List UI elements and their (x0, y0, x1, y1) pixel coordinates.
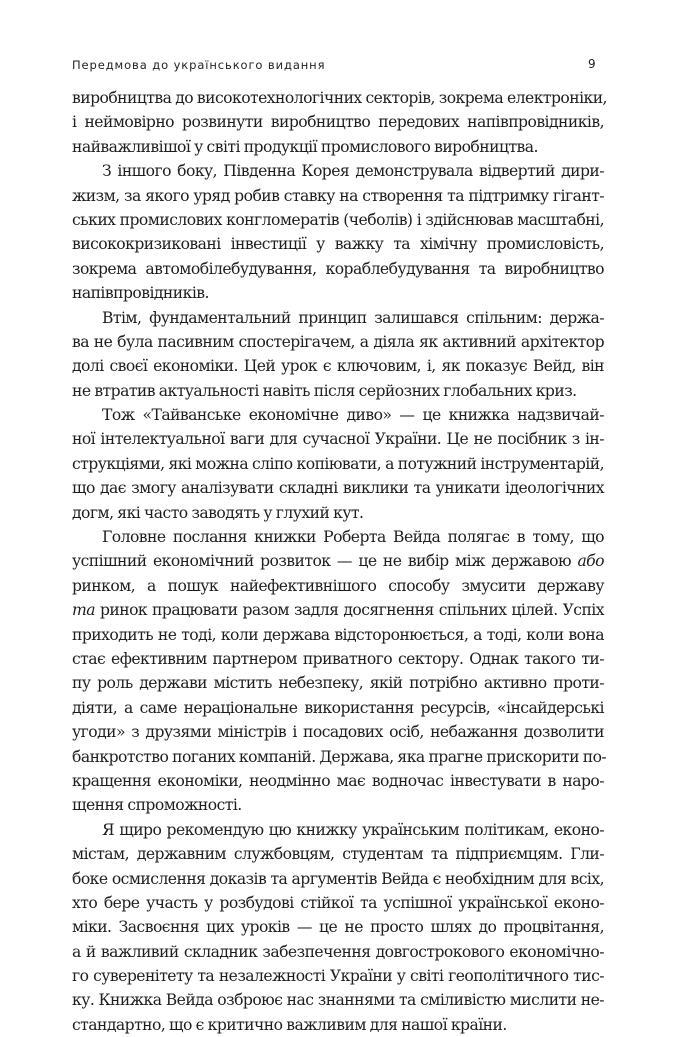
text-line: напівпровідників. (72, 284, 209, 303)
page-number: 9 (588, 57, 596, 71)
text-line: не втратив актуальності навіть після серйозних глобальних криз. (72, 381, 577, 400)
text-line: міки. Засвоєння цих уроків — це не просто шлях до процвітання, (72, 918, 604, 937)
text-line: що дає змогу аналізувати складні виклики та уникати ідеологічних (72, 479, 604, 498)
text-line: а й важливий складник забезпечення довгострокового економічно- (72, 942, 604, 961)
running-header: Передмова до українського видання (72, 58, 326, 72)
text-line: щення спроможності. (72, 796, 242, 815)
paragraph-start-line: Головне послання книжки Роберта Вейда полягає в тому, що (102, 528, 604, 547)
text-line: і неймовірно розвинути виробництво передових напівпровідників, (72, 113, 604, 132)
text-line: діяти, а саме нераціональне використання ресурсів, «інсайдерські (72, 698, 604, 717)
text-line: найважливішої у світі продукції промислового виробництва. (72, 137, 538, 156)
paragraph-start-line: З іншого боку, Південна Корея демонструвала відвертий дири- (102, 162, 604, 181)
text-segment: успішний економічний розвиток — це не вибір між державою (72, 552, 572, 571)
text-line: ринком, а пошук найефективнішого способу змусити державу (72, 576, 604, 595)
text-line: містам, державним службовцям, студентам та підприємцям. Гли- (72, 845, 604, 864)
text-line: зокрема автомобілебудування, кораблебудування та виробництво (72, 259, 604, 278)
text-line: ної інтелектуальної ваги для сучасної України. Це не посібник з ін- (72, 430, 604, 449)
text-line: струкціями, які можна сліпо копіювати, а потужний інструментарій, (72, 454, 604, 473)
paragraph-start-line: Я щиро рекомендую цю книжку українським політикам, еконо- (102, 820, 604, 839)
text-line: висококризиковані інвестиції у важку та хімічну промисловість, (72, 235, 604, 254)
italic-word: або (577, 552, 604, 571)
body-text (72, 86, 607, 1037)
text-line (72, 598, 604, 622)
text-line: хто бере участь у розбудові стійкої та успішної української еконо- (72, 893, 604, 912)
text-line: приходить не тоді, коли держава відсторонюється, а тоді, коли вона (72, 625, 604, 644)
text-segment: ринок працювати разом задля досягнення спільних цілей. Успіх (94, 601, 604, 620)
text-line: ку. Книжка Вейда озброює нас знаннями та сміливістю мислити не- (72, 991, 604, 1010)
text-line: догм, які часто заводять у глухий кут. (72, 503, 364, 522)
text-line: ських промислових конгломератів (чеболів) і здійснював масштабні, (72, 210, 604, 229)
paragraph-start-line: Тож «Тайванське економічне диво» — це книжка надзвичай- (102, 406, 604, 425)
text-line: боке осмислення доказів та аргументів Вейда є необхідним для всіх, (72, 869, 604, 888)
text-line: долі своєї економіки. Цей урок є ключовим, і, як показує Вейд, він (72, 357, 604, 376)
text-line: банкротство поганих компаній. Держава, яка прагне прискорити по- (72, 747, 607, 766)
text-line: угоди» з друзями міністрів і посадових осіб, небажання дозволити (72, 723, 604, 742)
text-line: пу роль держави містить небезпеку, якій потрібно активно проти- (72, 674, 604, 693)
text-line: ва не була пасивним спостерігачем, а діяла як активний архітектор (72, 332, 604, 351)
text-line: виробництва до високотехнологічних секторів, зокрема електроніки, (72, 89, 607, 107)
text-line: го суверенітету та незалежності України у світі геополітичного тис- (72, 967, 604, 986)
text-line: кращення економіки, неодмінно має водночас інвестувати в наро- (72, 771, 604, 790)
text-line: стандартно, що є критично важливим для нашої країни. (72, 1015, 507, 1034)
text-line: жизм, за якого уряд робив ставку на створення та підтримку гігант- (72, 186, 604, 205)
paragraph-start-line: Втім, фундаментальний принцип залишався спільним: держа- (102, 308, 604, 327)
text-line: стає ефективним партнером приватного сектору. Однак такого ти- (72, 649, 604, 668)
text-line (72, 549, 604, 573)
italic-word: та (72, 601, 95, 620)
